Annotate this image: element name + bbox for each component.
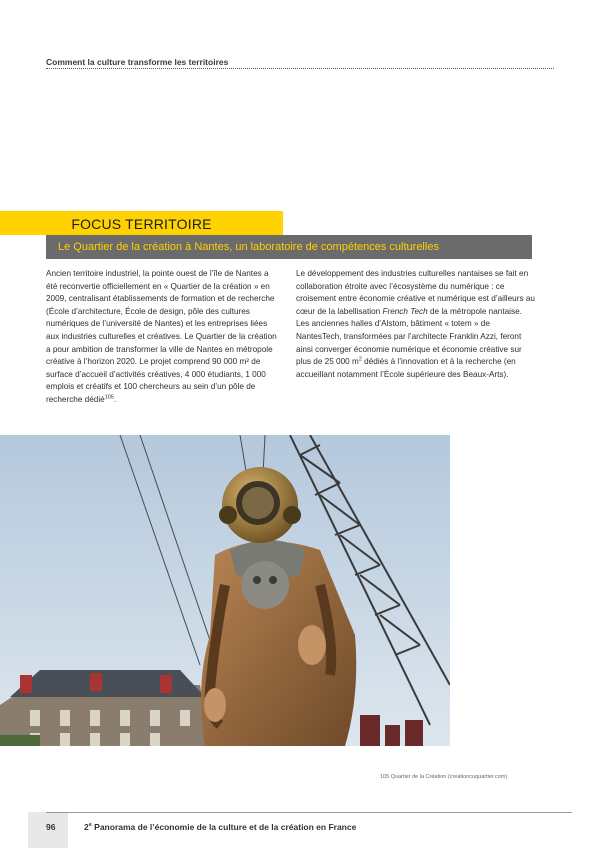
body-text-right-1: Le développement des industries culturelles nantaises se fait en collaboration étroite avec l’écosystème du numérique : ce croisement entre économie créative et numérique est d’ailleurs au cœur de la labellisation — [296, 269, 535, 316]
photo-illustration — [0, 435, 450, 746]
footer-title-rest: Panorama de l’économie de la culture et de la création en France — [91, 822, 357, 832]
body-text-left-end: . — [113, 394, 117, 404]
footer-rule — [46, 812, 572, 813]
footnote-caption: 105 Quartier de la Création (creationcuquartier.com) — [380, 774, 508, 780]
body-text-left: Ancien territoire industriel, la pointe ouest de l’île de Nantes a été reconvertie officiellement en « Quartier de la création » en 2009, centralisant établissements de formation et de recherche (École d’architecture, École de design, pôle des cultures numériques de l’université de Nantes) et les entreprises liées aux industries culturelles et créatives. Le Quartier de la création a pour ambition de transformer la ville de Nantes en métropole créative à l’horizon 2020. Le projet comprend 90 000 m² de surface d’accueil d’activités créatives, 4 000 étudiants, 1 000 emplois et créatifs et 100 chercheurs au sein d’un pôle de recherche dédié — [46, 269, 277, 404]
footnote-ref[interactable]: 105 — [104, 394, 114, 401]
focus-subtitle: Le Quartier de la création à Nantes, un laboratoire de compétences culturelles — [58, 241, 439, 253]
focus-label-band — [0, 211, 283, 235]
body-paragraph-right — [296, 268, 536, 381]
header-dotted-rule — [46, 68, 554, 69]
body-column-left — [46, 268, 282, 407]
body-text-right-2: de la métropole nantaise. Les anciennes halles d’Alstom, bâtiment « totem » de NantesTech, transformées par l’architecte Franklin Azzi, feront ainsi converger économie numérique et économie créative sur plus de 25 000 m — [296, 306, 522, 367]
body-paragraph-left — [46, 268, 282, 407]
m2-superscript: 2 — [358, 356, 362, 363]
body-text-right-3: dédiés à l’innovation et à la recherche (en accueillant notamment l’École supérieure des Beaux-Arts). — [296, 357, 516, 379]
focus-subtitle-bar — [46, 235, 532, 259]
footer-publication-title — [84, 822, 356, 832]
running-header: Comment la culture transforme les territoires — [46, 57, 229, 67]
page-number: 96 — [46, 822, 56, 832]
photo-giant-scaphandrier — [0, 435, 450, 746]
french-tech-emphasis: French Tech — [382, 306, 428, 316]
footer-title-sup: e — [88, 822, 92, 829]
body-column-right — [296, 268, 536, 381]
focus-title: FOCUS TERRITOIRE — [71, 216, 212, 232]
footer-title-prefix: 2 — [84, 822, 89, 832]
